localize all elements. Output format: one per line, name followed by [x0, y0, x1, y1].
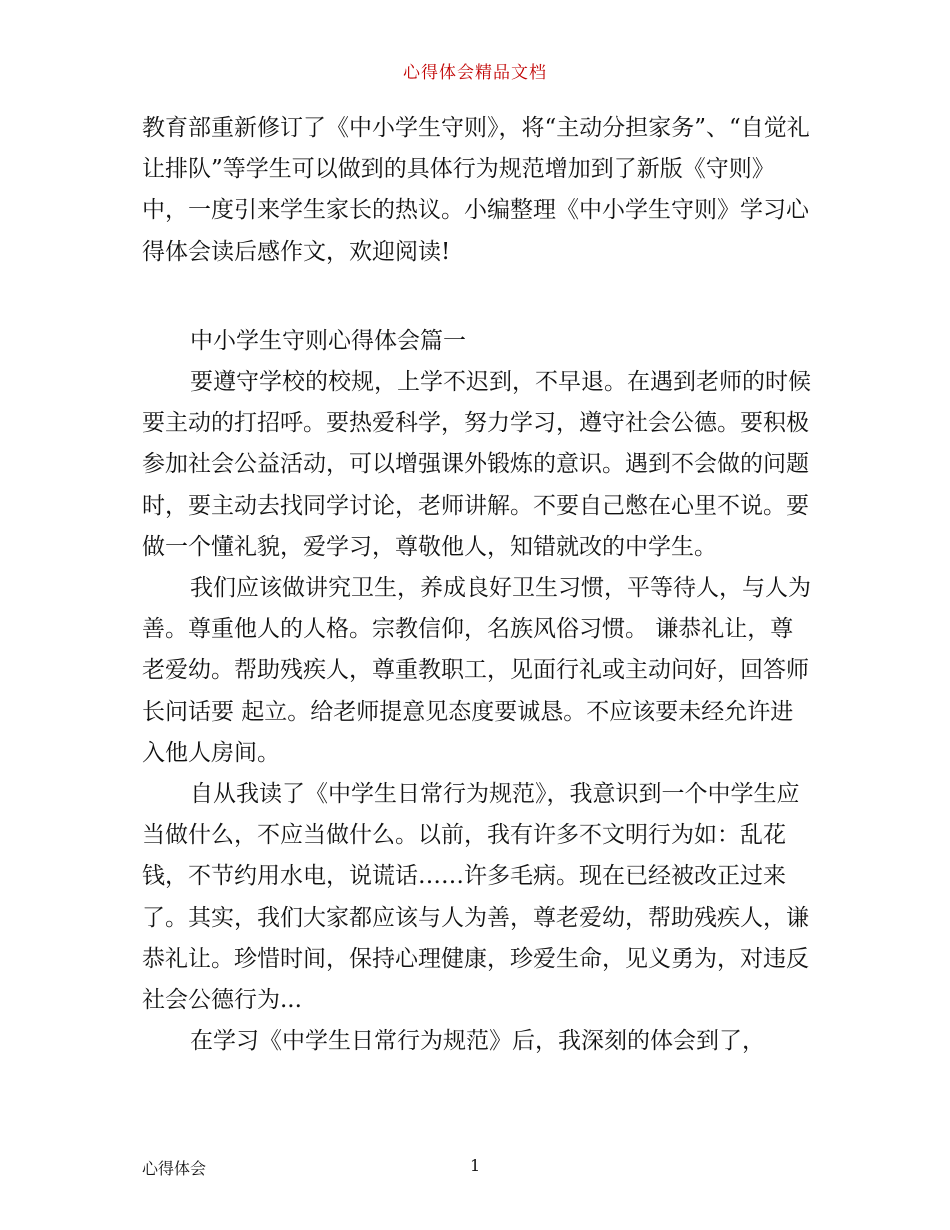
- section-title: 中小学生守则心得体会篇一: [190, 327, 466, 354]
- body-paragraph-3: 自从我读了《中学生日常行为规范》，我意识到一个中学生应当做什么，不应当做什么。以前，我有许多不文明行为如：乱花钱，不节约用水电，说谎话……许多毛病。现在已经被改正过来了。其实，我们大家都应该与人为善，尊老爱幼，帮助残疾人，谦恭礼让。珍惜时间，保持心理健康，珍爱生命，见义勇为，对违反社会公德行为...: [142, 781, 809, 1014]
- page-number: 1: [470, 1156, 481, 1175]
- body-paragraph-1: 要遵守学校的校规，上学不迟到，不早退。在遇到老师的时候要主动的打招呼。要热爱科学，努力学习，遵守社会公德。要积极参加社会公益活动，可以增强课外锻炼的意识。遇到不会做的问题时，要主动去找同学讨论，老师讲解。不要自己憋在心里不说。要做一个懂礼貌，爱学习，尊敬他人，知错就改的中学生。: [142, 369, 811, 560]
- document-body: [142, 108, 814, 1062]
- body-paragraph-4: 在学习《中学生日常行为规范》后，我深刻的体会到了，: [190, 1028, 765, 1055]
- intro-paragraph: 教育部重新修订了《中小学生守则》，将“主动分担家务”、“自觉礼让排队”等学生可以做到的具体行为规范增加到了新版《守则》中，一度引来学生家长的热议。小编整理《中小学生守则》学习心得体会读后感作文，欢迎阅读!: [142, 115, 810, 265]
- footer-label: 心得体会: [142, 1159, 207, 1178]
- body-paragraph-2: 我们应该做讲究卫生，养成良好卫生习惯，平等待人，与人为善。尊重他人的人格。宗教信仰，名族风俗习惯。 谦恭礼让，尊老爱幼。帮助残疾人，尊重教职工，见面行礼或主动问好，回答师长问话要 起立。给老师提意见态度要诚恳。不应该要未经允许进入他人房间。: [142, 575, 811, 766]
- page-header: 心得体会精品文档: [403, 63, 547, 83]
